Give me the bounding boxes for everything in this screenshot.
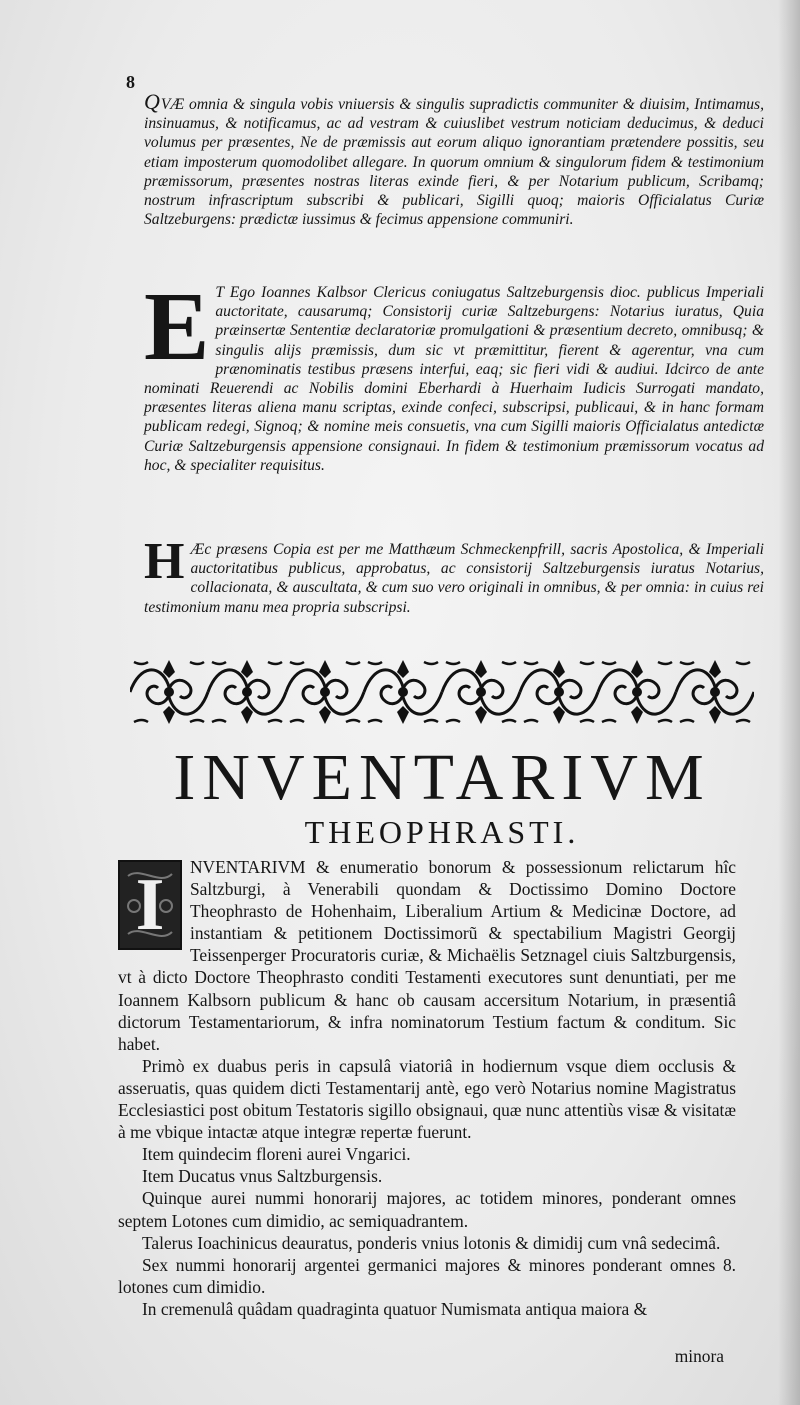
attestation-text: T Ego Ioannes Kalbsor Clericus coniugatus Saltzeburgensis dioc. publicus Imperiali auctoritate, causarumq; Consistorij curiæ Saltzeburgens: Notarius iuratus, Quia præinsertæ Sententiæ declaratoriæ promulgationi & præsentium decreto, omnibusq; & singulis alijs præmissis, dum sic vt præmittitur, fierent & agerentur, vna cum prænominatis testibus præsens interfui, eaq; sic fieri vidi & audiui. Idcirco de ante nominati Reuerendi ac Nobilis domini Eberhardi à Huerhaim Iudicis Surrogati mandato, præsentes literas aliena manu scriptas, exinde confeci, subscripsi, publicaui, & in hanc formam publicam redegi, Signoq; & nomine meis consuetis, vna cum Sigilli maioris Officialatus antedictæ Curiæ Saltzeburgensis appensione consignaui. In fidem & testimonium præmissorum vocatus ad hoc, & specialiter requisitus. <box>144 284 764 474</box>
notary-attestation <box>144 273 764 475</box>
historiated-initial-icon <box>118 860 182 950</box>
inventory-item: Item Ducatus vnus Saltzburgensis. <box>142 1166 383 1187</box>
catchword: minora <box>674 1346 724 1366</box>
inventory-item: Quinque aurei nummi honorarij majores, ac totidem minores, ponderant omnes septem Lotones cum dimidio, ac semiquadrantem. <box>118 1188 736 1231</box>
inventory-body <box>118 856 736 1320</box>
intro-text: & enumeratio bonorum & possessionum relictarum hîc Saltzburgi, à Venerabili quondam & Doctissimo Domino Doctore Theophrasto de Hohenhaim, Liberalium Artium & Medicinæ Doctore, ad instantiam & petitionem Doctissimorũ & spectabilium Magistri Georgij Teissenperger Procuratoris curiæ, & Michaëlis Setznagel ciuis Saltzburgensis, vt à dicto Doctore Theophrasto conditi Testamenti executores sunt denuntiati, per me Ioannem Kalbsorn publicum & hanc ob causam accersitum Notarium, in præsentiâ dictorum Testamentariorum, & infra nominatorum Testium factum & conditum. Sic habet. <box>118 857 736 1054</box>
ornamental-band-icon <box>130 654 754 730</box>
notice-text: VÆ omnia & singula vobis vniuersis & singulis supradictis communiter & diuisim, Intimamus, insinuamus, & notificamus, ac ad vestram & cuiuslibet vestrum noticiam deducimus, & deduci volumus per præsentes, Ne de præmissis aut eorum aliquo ignorantiam prætendere possitis, seu etiam imposterum quomodolibet allegare. In quorum omnium & singulorum fidem & testimonium præmissorum, præsentes nostras literas exinde fieri, & per Notarium publicum, Scribamq; nostrum infrascriptum subscribi & publicari, Sigilli quoq; maioris Officialatus Curiæ Saltzeburgens: prædictæ iussimus & fecimus appensione communiri. <box>144 96 764 229</box>
inventory-item: Primò ex duabus peris in capsulâ viatoriâ in hodiernum vsque diem occlusis & asseruatis, quas quidem dicti Testamentarij antè, ego verò Notarius nomine Magistratus Ecclesiastici post obitum Testatoris sigillo obsignaui, quæ nunc attentiùs visæ & visitatæ à me vbique intactæ atque integræ repertæ fuerunt. <box>118 1055 736 1143</box>
large-initial-e: E <box>144 273 210 381</box>
inventory-item: In cremenulâ quâdam quadraginta quatuor Numismata antiqua maiora & <box>142 1298 648 1319</box>
inventory-item: Talerus Ioachinicus deauratus, ponderis vnius lotonis & dimidij cum vnâ sedecimâ. <box>142 1232 721 1253</box>
intro-smallcaps: NVENTARIVM <box>190 857 306 877</box>
initial-letter: I <box>135 864 165 946</box>
page-number: 8 <box>126 72 135 92</box>
notice-paragraph <box>144 89 764 229</box>
large-initial-h: H <box>144 533 185 590</box>
page-shadow-edge <box>778 0 800 1405</box>
paragraph-initial: Q <box>144 89 160 114</box>
certification-text: Æc præsens Copia est per me Matthæum Schmeckenpfrill, sacris Apostolica, & Imperiali auctoritatibus publicus, approbatus, ac consistorij Saltzeburgensis iuratus Notarius, collacionata, & auscultata, & cum suo vero originali in omnibus, & per omnia: in cuius rei testimonium manu mea propria subscripsi. <box>144 541 764 616</box>
inventory-title: INVENTARIVM <box>173 741 711 814</box>
inventory-item: Sex nummi honorarij argentei germanici majores & minores ponderant omnes 8. lotones cum dimidio. <box>118 1254 736 1297</box>
copy-certification <box>144 533 764 617</box>
inventory-item: Item quindecim floreni aurei Vngarici. <box>142 1144 411 1165</box>
inventory-intro <box>118 856 736 1055</box>
inventory-subtitle: THEOPHRASTI. <box>304 814 580 850</box>
